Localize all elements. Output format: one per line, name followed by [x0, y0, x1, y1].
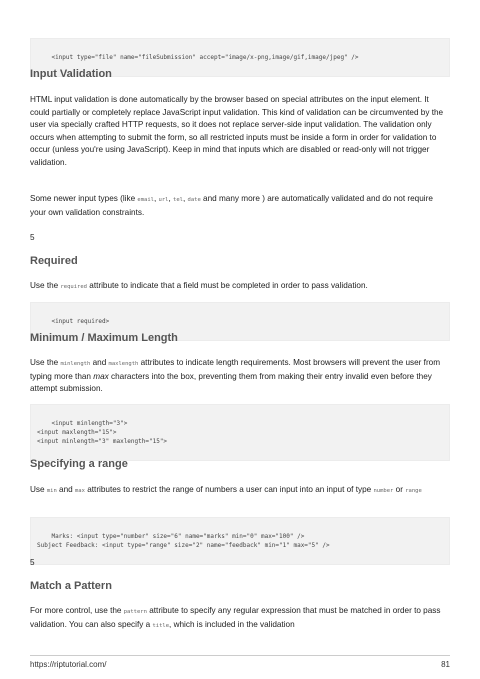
stray-number: 5: [30, 558, 35, 567]
code-min: min: [46, 488, 57, 494]
paragraph-min-max-length: Use the minlength and maxlength attributes to indicate length requirements. Most browsers will prevent the user from typing more than max characters into the box, preventing them from making their entry invalid even before they attempt submission.: [30, 358, 441, 394]
page-footer: [30, 655, 450, 669]
heading-specifying-range: Specifying a range: [30, 458, 128, 470]
stray-number: 5: [30, 233, 35, 242]
paragraph-range: Use min and max attributes to restrict the range of numbers a user can input into an input of type number or range: [30, 485, 422, 494]
code-text: <input type="file" name="fileSubmission" accept="image/x-png,image/gif,image/jpeg" />: [51, 54, 359, 61]
heading-min-max-length: Minimum / Maximum Length: [30, 332, 178, 344]
code-minlength: minlength: [60, 361, 91, 367]
code-title: title: [152, 622, 170, 629]
code-date: date: [187, 197, 201, 203]
code-pattern: pattern: [123, 609, 147, 615]
footer-url-link[interactable]: https://riptutorial.com/: [30, 660, 107, 669]
emphasis-max: max: [93, 371, 109, 381]
code-block-required: <input required>: [30, 302, 450, 341]
code-max: max: [75, 488, 85, 494]
code-block-min-max-length: <input minlength="3"> <input maxlength="15"> <input minlength="3" maxlength="15">: [30, 404, 450, 461]
paragraph-input-validation: HTML input validation is done automatically by the browser based on special attributes on the input element. It could partially or completely replace JavaScript input validation. This kind of validation can be circumvented by the user via specially crafted HTTP requests, so it does not replace server-side input validation. The validation only occurs when attempting to submit the form, so all restricted inputs must be inside a form in order for validation to occur (unless you're using JavaScript). Keep in mind that inputs which are disabled or read-only will not trigger validation.: [30, 95, 444, 167]
paragraph-newer-types: Some newer input types (like email, url, tel, date and many more ) are automatically validated and do not require your own validation constraints.: [30, 194, 433, 217]
code-url: url: [158, 197, 169, 203]
code-email: email: [137, 197, 154, 203]
code-range: range: [405, 488, 422, 494]
code-tel: tel: [173, 197, 183, 203]
code-required: required: [60, 284, 87, 290]
paragraph-pattern: For more control, use the pattern attribute to specify any regular expression that must be matched in order to pass validation. You can also specify a title, which is included in the validation: [30, 606, 441, 629]
code-maxlength: maxlength: [108, 361, 139, 367]
heading-input-validation: Input Validation: [30, 68, 112, 80]
page-number: 81: [441, 660, 450, 669]
heading-required: Required: [30, 255, 78, 267]
code-block-range: Marks: <input type="number" size="6" name="marks" min="0" max="100" /> Subject Feedback: <input type="range" size="2" name="feedback" min="1" max="5" />: [30, 517, 450, 565]
heading-match-pattern: Match a Pattern: [30, 580, 112, 592]
paragraph-required: Use the required attribute to indicate that a field must be completed in order to pass validation.: [30, 281, 368, 290]
code-number: number: [373, 488, 394, 494]
